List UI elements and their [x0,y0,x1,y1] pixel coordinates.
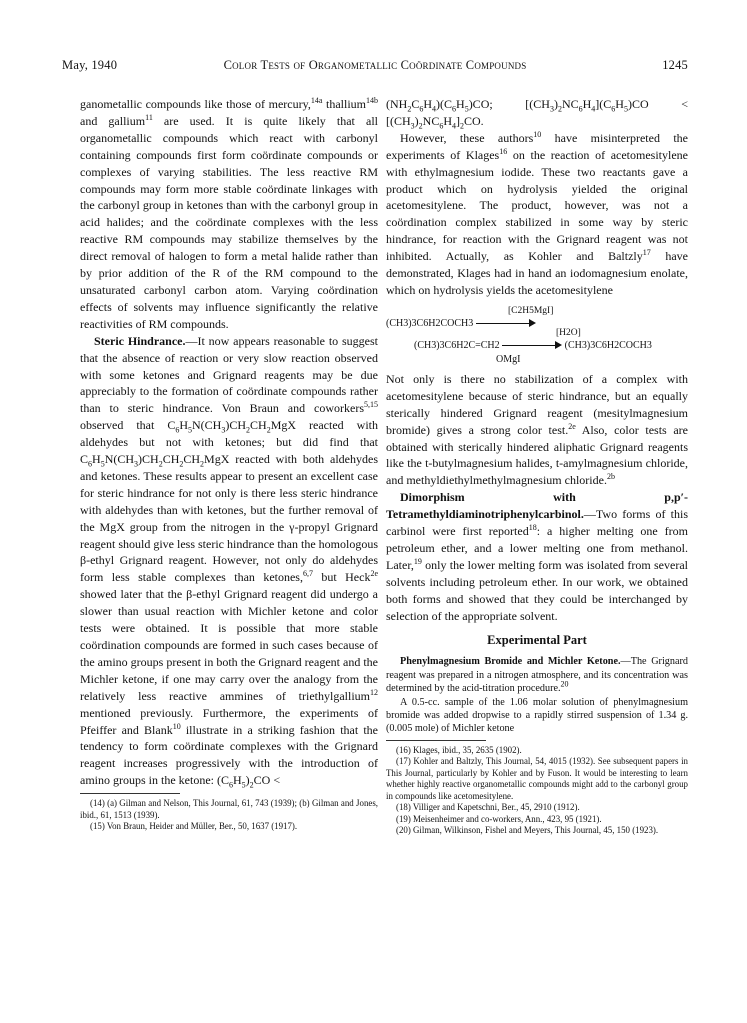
footnote-20: (20) Gilman, Wilkinson, Fishel and Meyers, This Journal, 45, 150 (1923). [396,825,659,836]
equation-reagent-2: [H2O] [556,327,581,338]
footnote-18: (18) Villiger and Kapetschni, Ber., 45, 2910 (1912). [396,802,580,813]
run-in-heading: Dimorphism with p,p′-Tetramethyldiaminotriphenylcarbinol. [386,490,688,522]
left-column [80,96,378,833]
paragraph: However, these authors$^{10}$ have misinterpreted the experiments of Klages$^{16}$ on the reaction of acetomesitylene with ethylmagnesium iodide. These two reactants gave a product which on hydrolysis yielded the original acetomesitylene. The product, however, was not a coördination complex stabilized in some way by steric hindrance, for reaction with the Grignard reagent was not inhibited. Actually, as Kohler and Baltzly$^{17}$ have demonstrated, Klages had in hand an iodomagnesium enolate, which on hydrolysis yields the acetomesitylene [386,129,689,297]
reaction-equation [386,303,688,367]
paragraph-dimorphism: Dimorphism with p,p′-Tetramethyldiaminotriphenylcarbinol.—Two forms of this carbinol were first reported$^{18}$: a higher melting one from petroleum ether, and a lower melting one from methanol. Later,$^{19}$ only the lower melting form was isolated from several solvents including petroleum ether. In our work, we obtained both forms and showed that they could be interchanged by selection of the appropriate solvent. [386,490,688,623]
run-in-heading: Steric Hindrance. [94,333,186,348]
footnote-rule [386,740,486,741]
paragraph-experimental: A 0.5-cc. sample of the 1.06 molar solution of phenylmagnesium bromide was added dropwise to a rapidly stirred suspension of 1.34 g. (0.005 mole) of Michler ketone [386,696,688,735]
footnote-rule [80,793,180,794]
paragraph-experimental: Phenylmagnesium Bromide and Michler Ketone.—The Grignard reagent was prepared in a nitrogen atmosphere, and its concentration was determined by the acid-titration procedure.$^{20}$ [386,656,688,695]
equation-reactant: (CH3)3C6H2COCH3 [386,317,474,329]
reaction-arrow [476,319,536,329]
paragraph: ganometallic compounds like those of mercury,$^{14a}$ thallium$^{14b}$ and gallium$^{11}$ are used. It is quite likely that all organometallic compounds which react with carbonyl containing compounds first form coördinate compounds or complexes of varying stabilities. The less reactive RM compounds may form more stable coördinate linkages with the carbonyl group in ketones than with the carbonyl group in acid halides; and the coördinate complexes with the less reactive RM compounds may stabilize themselves by the direct removal of halogen to form a metal halide rather than by prior addition of the R of the RM compound to the unsaturated carbonyl carbon atom. Varying coördination effects of solvents may influence significantly the relative reactivities of RM compounds. [80,96,379,331]
equation-reagent-1: [C2H5MgI] [508,305,554,316]
experimental-heading: Experimental Part [487,633,587,648]
paragraph-steric-hindrance: Steric Hindrance.—It now appears reasonable to suggest that the absence of reaction or very slow reaction observed with some ketones and Grignard reagents may be due appreciably to the formation of coördinate compounds rather than to steric hindrance. Von Braun and coworkers$^{5,15}$ observed that $C_6H_5N(CH_3)CH_2CH_2MgX$ reacted with aldehydes but not with ketones; but did find that $C_6H_5N(CH_3)CH_2CH_2CH_2MgX$ reacted with both aldehydes and ketones. These results appear to present an excellent case for steric hindrance for not only is there less steric hindrance with aldehydes than with ketones, but the further removal of the MgX group from the nitrogen in the γ-propyl Grignard reagent should give less steric hindrance than the homologous β-ethyl Grignard reagent. However, not only do aldehydes form less stable complexes than ketones,$^{6,7}$ but Heck$^{2e}$ showed later that the β-ethyl Grignard reagent did undergo a slower than usual reaction with Michler ketone and color tests were obtained. It is possible that more stable coördination compounds are formed in such cases because of the amino groups present in both the Grignard reagent and the Michler ketone, if one may carry over the analogy from the relatively less reactive ammines of triethylgallium$^{12}$ mentioned previously. Furthermore, the experiments of Pfeiffer and Blank$^{10}$ illustrate in a striking fashion that the tendency to form coördinate complexes with the Grignard reagent increases progressively with the introduction of amino groups in the ketone: $(C_6H_5)_2CO$ < [80,333,379,790]
equation-intermediate: (CH3)3C6H2C=CH2 [414,339,500,351]
paragraph: Not only is there no stabilization of a complex with acetomesitylene because of steric hindrance, but an equally sterically hindered Grignard reagent (mesitylmagnesium bromide) gives a strong color test.$^{2e}$ Also, color tests are obtained with sterically hindered aliphatic Grignard reagents like the t-butylmagnesium halides, t-amylmagnesium chloride, and methyldiethylmethylmagnesium chloride.$^{2b}$ [386,371,688,488]
reaction-arrow [502,341,562,351]
footnote-15: (15) Von Braun, Heider and Müller, Ber., 50, 1637 (1917). [90,821,298,832]
equation-product: (CH3)3C6H2COCH3 [564,339,652,351]
running-head [62,58,688,74]
right-column [386,96,688,837]
footnote-19: (19) Meisenheimer and co-workers, Ann., 423, 95 (1921). [396,813,602,824]
paragraph: $(NH_2C_6H_4)(C_6H_5)CO$; $[(CH_3)_2NC_6H_4](C_6H_5)CO < [(CH_3)_2NC_6H_4]_2CO$. [386,97,688,131]
footnote-14: (14) (a) Gilman and Nelson, This Journal, 61, 743 (1939); (b) Gilman and Jones, ibid., 61, 1513 (1939). [80,798,378,820]
header-date: May, 1940 [62,58,118,72]
footnote-16: (16) Klages, ibid., 35, 2635 (1902). [396,744,522,755]
header-title: Color Tests of Organometallic Coördinate Compounds [223,58,527,72]
footnote-17: (17) Kohler and Baltzly, This Journal, 54, 4015 (1932). See subsequent papers in This Journal, particularly by Kohler and by Fuson. It would be interesting to learn whether highly reactive organometallic compounds might add to the carbonyl group in compounds like acetomesitylene. [386,756,688,801]
page-number: 1245 [662,58,688,72]
equation-omgi: OMgI [496,353,521,365]
run-in-heading: Phenylmagnesium Bromide and Michler Ketone. [400,656,621,668]
